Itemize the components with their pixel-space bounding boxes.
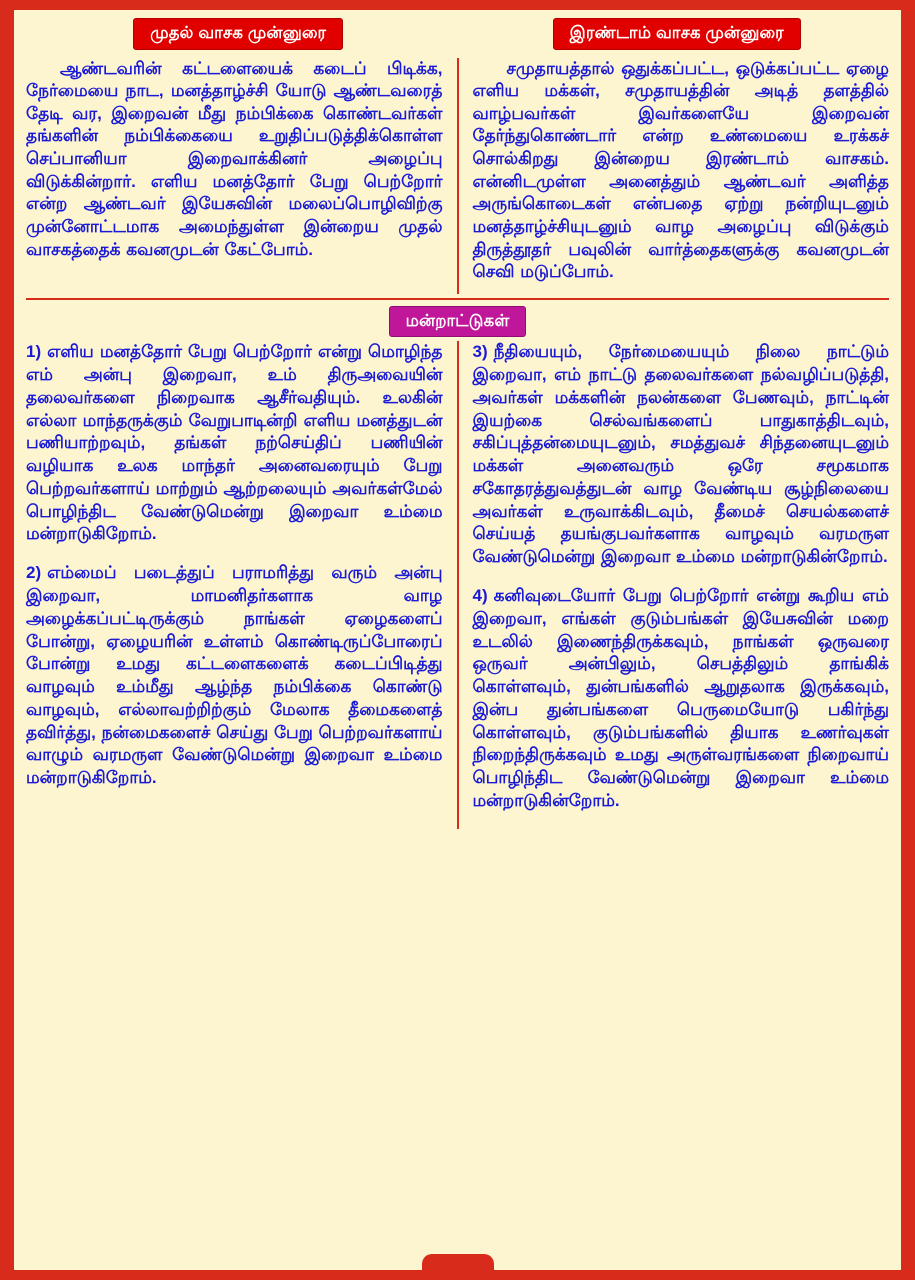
prayer-item [473, 341, 890, 569]
prayer-number: 3) [472, 342, 488, 362]
first-reading-heading-cell [26, 18, 451, 50]
prayer-text: எளிய மனத்தோர் பேறு பெற்றோர் என்று மொழிந்த எம் அன்பு இறைவா, உம் திருஅவையின் தலைவர்களை நிறைவாக ஆசீர்வதியும். உலகின் எல்லா மாந்தருக்கும் வேறுபாடின்றி எளிய மனத்துடன் பணியாற்றவும், தங்கள் நற்செய்திப் பணியின் வழியாக உலக மாந்தர் அனைவரையும் பேறு பெற்றவர்களாய் மாற்றும் ஆற்றலையும் அவர்கள்மேல் பொழிந்திட வேண்டுமென்று இறைவா உம்மை மன்றாடுகிறோம். [26, 342, 443, 544]
prayer-item [26, 562, 443, 790]
prayer-text: கனிவுடையோர் பேறு பெற்றோர் என்று கூறிய எம் இறைவா, எங்கள் குடும்பங்கள் இயேசுவின் மறை உடலில் இணைந்திருக்கவும், நாங்கள் ஒருவரை ஒருவர் அன்பிலும், செபத்திலும் தாங்கிக் கொள்ளவும், துன்பங்களில் ஆறுதலாக இருக்கவும், இன்ப துன்பங்களை பெருமையோடு பகிர்ந்து கொள்ளவும், குடும்பங்களில் தியாக உணர்வுகள் நிறைந்திருக்கவும் உமது அருள்வரங்களை நிறைவாய் பொழிந்திட வேண்டுமென்று இறைவா உம்மை மன்றாடுகின்றோம். [472, 586, 889, 810]
first-reading-heading: முதல் வாசக முன்னுரை [133, 18, 343, 50]
prayers-columns [26, 341, 889, 828]
second-reading-text: சமுதாயத்தால் ஒதுக்கப்பட்ட, ஒடுக்கப்பட்ட ஏழை எளிய மக்கள், சமுதாயத்தின் அடித் தளத்தில் வாழ்பவர்கள் இவர்களையே இறைவன் தேர்ந்துகொண்டார் என்ற உண்மையை உரக்கச் சொல்கிறது இன்றைய இரண்டாம் வாசகம். என்னிடமுள்ள அனைத்தும் ஆண்டவர் அளித்த அருங்கொடைகள் என்பதை ஏற்று நன்றியுடனும் மனத்தாழ்ச்சியுடனும் வாழ அழைப்பு விடுக்கும் திருத்தூதர் பவுலின் வார்த்தைகளுக்கு கவனமுடன் செவி மடுப்போம். [472, 58, 889, 282]
prayers-heading: மன்றாட்டுகள் [389, 306, 527, 338]
prayer-item [473, 585, 890, 813]
prayer-number: 2) [26, 563, 42, 583]
prayer-number: 1) [26, 342, 42, 362]
prayer-number: 4) [472, 586, 488, 605]
bottom-tab-decoration [422, 1254, 494, 1280]
second-reading-column [459, 58, 890, 294]
second-reading-heading-cell [465, 18, 890, 50]
readings-columns [26, 58, 889, 294]
prayer-text: நீதியையும், நேர்மையையும் நிலை நாட்டும் இறைவா, எம் நாட்டு தலைவர்களை நல்வழிப்படுத்தி, அவர்கள் மக்களின் நலன்களை பேணவும், நாட்டின் இயற்கை செல்வங்களைப் பாதுகாத்திடவும், சகிப்புத்தன்மையுடனும், சமத்துவச் சிந்தனையுடனும் மக்கள் அனைவரும் ஒரே சமூகமாக சகோதரத்துவத்துடன் வாழ வேண்டிய சூழ்நிலையை அவர்கள் உருவாக்கிடவும், தீமைச் செயல்களைச் செய்யத் தயங்குபவர்களாக வாழவும் வரமருள வேண்டுமென்று இறைவா உம்மை மன்றாடுகின்றோம். [472, 342, 889, 567]
prayer-text: எம்மைப் படைத்துப் பராமரித்து வரும் அன்பு இறைவா, மாமனிதர்களாக வாழ அழைக்கப்பட்டிருக்கும் நாங்கள் ஏழைகளைப் போன்று, ஏழையரின் உள்ளம் கொண்டிருப்போரைப் போன்று உமது கட்டளைகளைக் கடைப்பிடித்து வாழவும் உம்மீது ஆழ்ந்த நம்பிக்கை கொண்டு வாழவும், எல்லாவற்றிற்கும் மேலாக தீமைகளைத் தவிர்த்து, நன்மைகளைச் செய்து பேறு பெற்றவர்களாய் வாழும் வரமருள வேண்டுமென்று இறைவா உம்மை மன்றாடுகிறோம். [26, 563, 443, 788]
prayer-item [26, 341, 443, 546]
first-reading-column [26, 58, 459, 294]
reading-headings-row [26, 18, 889, 50]
prayers-heading-row [26, 306, 889, 338]
divider-rule [26, 298, 889, 300]
page-content [14, 10, 901, 1270]
first-reading-text: ஆண்டவரின் கட்டளையைக் கடைப் பிடிக்க, நேர்மையை நாட, மனத்தாழ்ச்சி யோடு ஆண்டவரைத் தேடி வர, இறைவன் மீது நம்பிக்கை கொண்டவர்கள் தங்களின் நம்பிக்கையை உறுதிப்படுத்திக்கொள்ள செப்பானியா இறைவாக்கினர் அழைப்பு விடுக்கின்றார். எளிய மனத்தோர் பேறு பெற்றோர் என்ற ஆண்டவர் இயேசுவின் மலைப்பொழிவிற்கு முன்னோட்டமாக அமைந்துள்ள இன்றைய முதல் வாசகத்தைக் கவனமுடன் கேட்போம். [26, 58, 443, 259]
prayers-column-right [459, 341, 890, 828]
prayers-column-left [26, 341, 459, 828]
second-reading-heading: இரண்டாம் வாசக முன்னுரை [553, 18, 801, 50]
